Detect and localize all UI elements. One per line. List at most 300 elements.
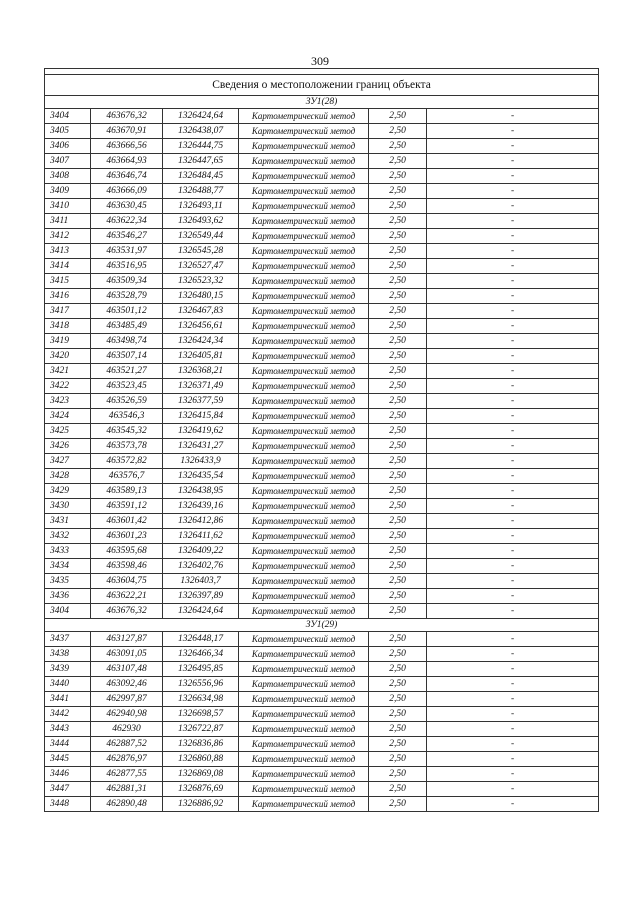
- description-cell: -: [427, 289, 599, 304]
- description-cell: -: [427, 139, 599, 154]
- accuracy-cell: 2,50: [369, 274, 427, 289]
- section-header-row: [45, 619, 599, 632]
- method-cell: Картометрический метод: [239, 214, 369, 229]
- table-row: [45, 484, 599, 499]
- point-number-cell: 3415: [45, 274, 91, 289]
- y-coordinate-cell: 1326527,47: [163, 259, 239, 274]
- description-cell: -: [427, 574, 599, 589]
- table-row: [45, 722, 599, 737]
- method-cell: Картометрический метод: [239, 454, 369, 469]
- accuracy-cell: 2,50: [369, 632, 427, 647]
- table-row: [45, 394, 599, 409]
- method-cell: Картометрический метод: [239, 259, 369, 274]
- method-cell: Картометрический метод: [239, 632, 369, 647]
- y-coordinate-cell: 1326411,62: [163, 529, 239, 544]
- description-cell: -: [427, 484, 599, 499]
- table-row: [45, 289, 599, 304]
- y-coordinate-cell: 1326876,69: [163, 782, 239, 797]
- description-cell: -: [427, 334, 599, 349]
- point-number-cell: 3413: [45, 244, 91, 259]
- point-number-cell: 3443: [45, 722, 91, 737]
- table-row: [45, 559, 599, 574]
- description-cell: -: [427, 439, 599, 454]
- method-cell: Картометрический метод: [239, 662, 369, 677]
- method-cell: Картометрический метод: [239, 289, 369, 304]
- description-cell: -: [427, 199, 599, 214]
- method-cell: Картометрический метод: [239, 692, 369, 707]
- y-coordinate-cell: 1326549,44: [163, 229, 239, 244]
- accuracy-cell: 2,50: [369, 304, 427, 319]
- y-coordinate-cell: 1326456,61: [163, 319, 239, 334]
- y-coordinate-cell: 1326466,34: [163, 647, 239, 662]
- x-coordinate-cell: 463523,45: [91, 379, 163, 394]
- description-cell: -: [427, 559, 599, 574]
- point-number-cell: 3418: [45, 319, 91, 334]
- point-number-cell: 3409: [45, 184, 91, 199]
- x-coordinate-cell: 462881,31: [91, 782, 163, 797]
- description-cell: -: [427, 529, 599, 544]
- method-cell: Картометрический метод: [239, 184, 369, 199]
- y-coordinate-cell: 1326412,86: [163, 514, 239, 529]
- table-row: [45, 707, 599, 722]
- point-number-cell: 3419: [45, 334, 91, 349]
- accuracy-cell: 2,50: [369, 169, 427, 184]
- description-cell: -: [427, 319, 599, 334]
- method-cell: Картометрический метод: [239, 647, 369, 662]
- x-coordinate-cell: 463595,68: [91, 544, 163, 559]
- method-cell: Картометрический метод: [239, 782, 369, 797]
- x-coordinate-cell: 462877,55: [91, 767, 163, 782]
- table-row: [45, 469, 599, 484]
- description-cell: -: [427, 229, 599, 244]
- x-coordinate-cell: 463589,13: [91, 484, 163, 499]
- point-number-cell: 3426: [45, 439, 91, 454]
- x-coordinate-cell: 463601,23: [91, 529, 163, 544]
- y-coordinate-cell: 1326860,88: [163, 752, 239, 767]
- method-cell: Картометрический метод: [239, 767, 369, 782]
- accuracy-cell: 2,50: [369, 454, 427, 469]
- accuracy-cell: 2,50: [369, 604, 427, 619]
- table-row: [45, 409, 599, 424]
- accuracy-cell: 2,50: [369, 589, 427, 604]
- y-coordinate-cell: 1326377,59: [163, 394, 239, 409]
- accuracy-cell: 2,50: [369, 319, 427, 334]
- accuracy-cell: 2,50: [369, 154, 427, 169]
- y-coordinate-cell: 1326405,81: [163, 349, 239, 364]
- x-coordinate-cell: 462890,48: [91, 797, 163, 812]
- method-cell: Картометрический метод: [239, 274, 369, 289]
- table-row: [45, 169, 599, 184]
- y-coordinate-cell: 1326488,77: [163, 184, 239, 199]
- method-cell: Картометрический метод: [239, 589, 369, 604]
- description-cell: -: [427, 782, 599, 797]
- table-row: [45, 259, 599, 274]
- description-cell: -: [427, 124, 599, 139]
- point-number-cell: 3412: [45, 229, 91, 244]
- point-number-cell: 3404: [45, 109, 91, 124]
- x-coordinate-cell: 463664,93: [91, 154, 163, 169]
- description-cell: -: [427, 259, 599, 274]
- point-number-cell: 3410: [45, 199, 91, 214]
- point-number-cell: 3438: [45, 647, 91, 662]
- y-coordinate-cell: 1326722,87: [163, 722, 239, 737]
- point-number-cell: 3424: [45, 409, 91, 424]
- x-coordinate-cell: 462930: [91, 722, 163, 737]
- accuracy-cell: 2,50: [369, 424, 427, 439]
- method-cell: Картометрический метод: [239, 349, 369, 364]
- method-cell: Картометрический метод: [239, 139, 369, 154]
- point-number-cell: 3428: [45, 469, 91, 484]
- point-number-cell: 3432: [45, 529, 91, 544]
- accuracy-cell: 2,50: [369, 752, 427, 767]
- point-number-cell: 3417: [45, 304, 91, 319]
- table-row: [45, 124, 599, 139]
- method-cell: Картометрический метод: [239, 394, 369, 409]
- table-row: [45, 439, 599, 454]
- description-cell: -: [427, 632, 599, 647]
- y-coordinate-cell: 1326495,85: [163, 662, 239, 677]
- point-number-cell: 3422: [45, 379, 91, 394]
- y-coordinate-cell: 1326368,21: [163, 364, 239, 379]
- accuracy-cell: 2,50: [369, 767, 427, 782]
- x-coordinate-cell: 463546,27: [91, 229, 163, 244]
- y-coordinate-cell: 1326419,62: [163, 424, 239, 439]
- accuracy-cell: 2,50: [369, 364, 427, 379]
- table-row: [45, 514, 599, 529]
- table-row: [45, 424, 599, 439]
- y-coordinate-cell: 1326886,92: [163, 797, 239, 812]
- y-coordinate-cell: 1326435,54: [163, 469, 239, 484]
- accuracy-cell: 2,50: [369, 484, 427, 499]
- description-cell: -: [427, 169, 599, 184]
- y-coordinate-cell: 1326467,83: [163, 304, 239, 319]
- point-number-cell: 3405: [45, 124, 91, 139]
- description-cell: -: [427, 737, 599, 752]
- description-cell: -: [427, 767, 599, 782]
- accuracy-cell: 2,50: [369, 782, 427, 797]
- y-coordinate-cell: 1326403,7: [163, 574, 239, 589]
- method-cell: Картометрический метод: [239, 199, 369, 214]
- accuracy-cell: 2,50: [369, 692, 427, 707]
- method-cell: Картометрический метод: [239, 109, 369, 124]
- accuracy-cell: 2,50: [369, 529, 427, 544]
- table-row: [45, 184, 599, 199]
- description-cell: -: [427, 797, 599, 812]
- method-cell: Картометрический метод: [239, 752, 369, 767]
- x-coordinate-cell: 463485,49: [91, 319, 163, 334]
- x-coordinate-cell: 462940,98: [91, 707, 163, 722]
- point-number-cell: 3442: [45, 707, 91, 722]
- accuracy-cell: 2,50: [369, 574, 427, 589]
- y-coordinate-cell: 1326371,49: [163, 379, 239, 394]
- method-cell: Картометрический метод: [239, 169, 369, 184]
- table-row: [45, 379, 599, 394]
- x-coordinate-cell: 463670,91: [91, 124, 163, 139]
- table-row: [45, 499, 599, 514]
- point-number-cell: 3414: [45, 259, 91, 274]
- x-coordinate-cell: 463546,3: [91, 409, 163, 424]
- x-coordinate-cell: 463521,27: [91, 364, 163, 379]
- point-number-cell: 3440: [45, 677, 91, 692]
- accuracy-cell: 2,50: [369, 559, 427, 574]
- description-cell: -: [427, 304, 599, 319]
- method-cell: Картометрический метод: [239, 722, 369, 737]
- x-coordinate-cell: 463622,21: [91, 589, 163, 604]
- table-row: [45, 109, 599, 124]
- accuracy-cell: 2,50: [369, 394, 427, 409]
- table-row: [45, 589, 599, 604]
- description-cell: -: [427, 514, 599, 529]
- x-coordinate-cell: 463598,46: [91, 559, 163, 574]
- accuracy-cell: 2,50: [369, 229, 427, 244]
- accuracy-cell: 2,50: [369, 289, 427, 304]
- y-coordinate-cell: 1326523,32: [163, 274, 239, 289]
- x-coordinate-cell: 463591,12: [91, 499, 163, 514]
- method-cell: Картометрический метод: [239, 379, 369, 394]
- accuracy-cell: 2,50: [369, 214, 427, 229]
- description-cell: -: [427, 274, 599, 289]
- y-coordinate-cell: 1326424,64: [163, 109, 239, 124]
- method-cell: Картометрический метод: [239, 529, 369, 544]
- accuracy-cell: 2,50: [369, 124, 427, 139]
- x-coordinate-cell: 463572,82: [91, 454, 163, 469]
- accuracy-cell: 2,50: [369, 722, 427, 737]
- y-coordinate-cell: 1326431,27: [163, 439, 239, 454]
- accuracy-cell: 2,50: [369, 439, 427, 454]
- point-number-cell: 3448: [45, 797, 91, 812]
- method-cell: Картометрический метод: [239, 484, 369, 499]
- accuracy-cell: 2,50: [369, 707, 427, 722]
- table-row: [45, 677, 599, 692]
- y-coordinate-cell: 1326438,95: [163, 484, 239, 499]
- method-cell: Картометрический метод: [239, 677, 369, 692]
- table-row: [45, 244, 599, 259]
- y-coordinate-cell: 1326698,57: [163, 707, 239, 722]
- x-coordinate-cell: 463498,74: [91, 334, 163, 349]
- table-row: [45, 604, 599, 619]
- y-coordinate-cell: 1326493,11: [163, 199, 239, 214]
- description-cell: -: [427, 499, 599, 514]
- y-coordinate-cell: 1326545,28: [163, 244, 239, 259]
- x-coordinate-cell: 463676,32: [91, 109, 163, 124]
- point-number-cell: 3436: [45, 589, 91, 604]
- table-title: Сведения о местоположении границ объекта: [45, 75, 599, 96]
- x-coordinate-cell: 462887,52: [91, 737, 163, 752]
- y-coordinate-cell: 1326409,22: [163, 544, 239, 559]
- method-cell: Картометрический метод: [239, 559, 369, 574]
- y-coordinate-cell: 1326438,07: [163, 124, 239, 139]
- table-row: [45, 662, 599, 677]
- point-number-cell: 3411: [45, 214, 91, 229]
- accuracy-cell: 2,50: [369, 244, 427, 259]
- method-cell: Картометрический метод: [239, 244, 369, 259]
- table-row: [45, 154, 599, 169]
- point-number-cell: 3441: [45, 692, 91, 707]
- x-coordinate-cell: 462876,97: [91, 752, 163, 767]
- x-coordinate-cell: 463501,12: [91, 304, 163, 319]
- y-coordinate-cell: 1326484,45: [163, 169, 239, 184]
- accuracy-cell: 2,50: [369, 499, 427, 514]
- x-coordinate-cell: 463622,34: [91, 214, 163, 229]
- table-row: [45, 544, 599, 559]
- description-cell: -: [427, 604, 599, 619]
- accuracy-cell: 2,50: [369, 349, 427, 364]
- y-coordinate-cell: 1326836,86: [163, 737, 239, 752]
- point-number-cell: 3431: [45, 514, 91, 529]
- x-coordinate-cell: 463526,59: [91, 394, 163, 409]
- accuracy-cell: 2,50: [369, 199, 427, 214]
- point-number-cell: 3437: [45, 632, 91, 647]
- accuracy-cell: 2,50: [369, 797, 427, 812]
- accuracy-cell: 2,50: [369, 379, 427, 394]
- description-cell: -: [427, 544, 599, 559]
- description-cell: -: [427, 722, 599, 737]
- description-cell: -: [427, 409, 599, 424]
- description-cell: -: [427, 677, 599, 692]
- x-coordinate-cell: 463666,09: [91, 184, 163, 199]
- table-row: [45, 737, 599, 752]
- method-cell: Картометрический метод: [239, 499, 369, 514]
- x-coordinate-cell: 463516,95: [91, 259, 163, 274]
- point-number-cell: 3430: [45, 499, 91, 514]
- table-row: [45, 692, 599, 707]
- page-number: 309: [311, 54, 329, 68]
- method-cell: Картометрический метод: [239, 334, 369, 349]
- description-cell: -: [427, 469, 599, 484]
- description-cell: -: [427, 109, 599, 124]
- y-coordinate-cell: 1326424,64: [163, 604, 239, 619]
- point-number-cell: 3429: [45, 484, 91, 499]
- method-cell: Картометрический метод: [239, 409, 369, 424]
- point-number-cell: 3407: [45, 154, 91, 169]
- accuracy-cell: 2,50: [369, 109, 427, 124]
- method-cell: Картометрический метод: [239, 319, 369, 334]
- x-coordinate-cell: 463091,05: [91, 647, 163, 662]
- y-coordinate-cell: 1326397,89: [163, 589, 239, 604]
- section-name: ЗУ1(29): [45, 619, 599, 632]
- x-coordinate-cell: 463630,45: [91, 199, 163, 214]
- table-row: [45, 139, 599, 154]
- x-coordinate-cell: 463576,7: [91, 469, 163, 484]
- description-cell: -: [427, 707, 599, 722]
- description-cell: -: [427, 184, 599, 199]
- accuracy-cell: 2,50: [369, 469, 427, 484]
- x-coordinate-cell: 463528,79: [91, 289, 163, 304]
- x-coordinate-cell: 463573,78: [91, 439, 163, 454]
- method-cell: Картометрический метод: [239, 364, 369, 379]
- x-coordinate-cell: 463092,46: [91, 677, 163, 692]
- table-row: [45, 274, 599, 289]
- description-cell: -: [427, 349, 599, 364]
- x-coordinate-cell: 463531,97: [91, 244, 163, 259]
- accuracy-cell: 2,50: [369, 737, 427, 752]
- description-cell: -: [427, 154, 599, 169]
- description-cell: -: [427, 647, 599, 662]
- description-cell: -: [427, 394, 599, 409]
- table-row: [45, 304, 599, 319]
- boundary-table: [44, 68, 599, 812]
- method-cell: Картометрический метод: [239, 229, 369, 244]
- y-coordinate-cell: 1326415,84: [163, 409, 239, 424]
- accuracy-cell: 2,50: [369, 334, 427, 349]
- y-coordinate-cell: 1326493,62: [163, 214, 239, 229]
- x-coordinate-cell: 463601,42: [91, 514, 163, 529]
- description-cell: -: [427, 379, 599, 394]
- point-number-cell: 3433: [45, 544, 91, 559]
- accuracy-cell: 2,50: [369, 544, 427, 559]
- x-coordinate-cell: 463107,48: [91, 662, 163, 677]
- table-row: [45, 574, 599, 589]
- accuracy-cell: 2,50: [369, 514, 427, 529]
- table-row: [45, 632, 599, 647]
- point-number-cell: 3445: [45, 752, 91, 767]
- description-cell: -: [427, 424, 599, 439]
- table-row: [45, 454, 599, 469]
- accuracy-cell: 2,50: [369, 677, 427, 692]
- x-coordinate-cell: 463666,56: [91, 139, 163, 154]
- accuracy-cell: 2,50: [369, 184, 427, 199]
- point-number-cell: 3408: [45, 169, 91, 184]
- y-coordinate-cell: 1326869,08: [163, 767, 239, 782]
- point-number-cell: 3420: [45, 349, 91, 364]
- point-number-cell: 3406: [45, 139, 91, 154]
- point-number-cell: 3446: [45, 767, 91, 782]
- accuracy-cell: 2,50: [369, 139, 427, 154]
- y-coordinate-cell: 1326439,16: [163, 499, 239, 514]
- y-coordinate-cell: 1326447,65: [163, 154, 239, 169]
- table-row: [45, 319, 599, 334]
- method-cell: Картометрический метод: [239, 604, 369, 619]
- accuracy-cell: 2,50: [369, 647, 427, 662]
- point-number-cell: 3439: [45, 662, 91, 677]
- y-coordinate-cell: 1326556,96: [163, 677, 239, 692]
- point-number-cell: 3434: [45, 559, 91, 574]
- method-cell: Картометрический метод: [239, 797, 369, 812]
- y-coordinate-cell: 1326424,34: [163, 334, 239, 349]
- y-coordinate-cell: 1326448,17: [163, 632, 239, 647]
- method-cell: Картометрический метод: [239, 424, 369, 439]
- x-coordinate-cell: 463507,14: [91, 349, 163, 364]
- table-row: [45, 334, 599, 349]
- point-number-cell: 3416: [45, 289, 91, 304]
- section-header-row: [45, 96, 599, 109]
- table-row: [45, 364, 599, 379]
- point-number-cell: 3425: [45, 424, 91, 439]
- accuracy-cell: 2,50: [369, 259, 427, 274]
- method-cell: Картометрический метод: [239, 574, 369, 589]
- description-cell: -: [427, 214, 599, 229]
- table-row: [45, 767, 599, 782]
- table-row: [45, 752, 599, 767]
- table-row: [45, 349, 599, 364]
- table-title-row: [45, 75, 599, 96]
- accuracy-cell: 2,50: [369, 662, 427, 677]
- method-cell: Картометрический метод: [239, 304, 369, 319]
- table-row: [45, 529, 599, 544]
- table-row: [45, 647, 599, 662]
- description-cell: -: [427, 662, 599, 677]
- method-cell: Картометрический метод: [239, 737, 369, 752]
- x-coordinate-cell: 463604,75: [91, 574, 163, 589]
- point-number-cell: 3421: [45, 364, 91, 379]
- point-number-cell: 3427: [45, 454, 91, 469]
- method-cell: Картометрический метод: [239, 124, 369, 139]
- y-coordinate-cell: 1326402,76: [163, 559, 239, 574]
- method-cell: Картометрический метод: [239, 544, 369, 559]
- y-coordinate-cell: 1326480,15: [163, 289, 239, 304]
- y-coordinate-cell: 1326433,9: [163, 454, 239, 469]
- method-cell: Картометрический метод: [239, 514, 369, 529]
